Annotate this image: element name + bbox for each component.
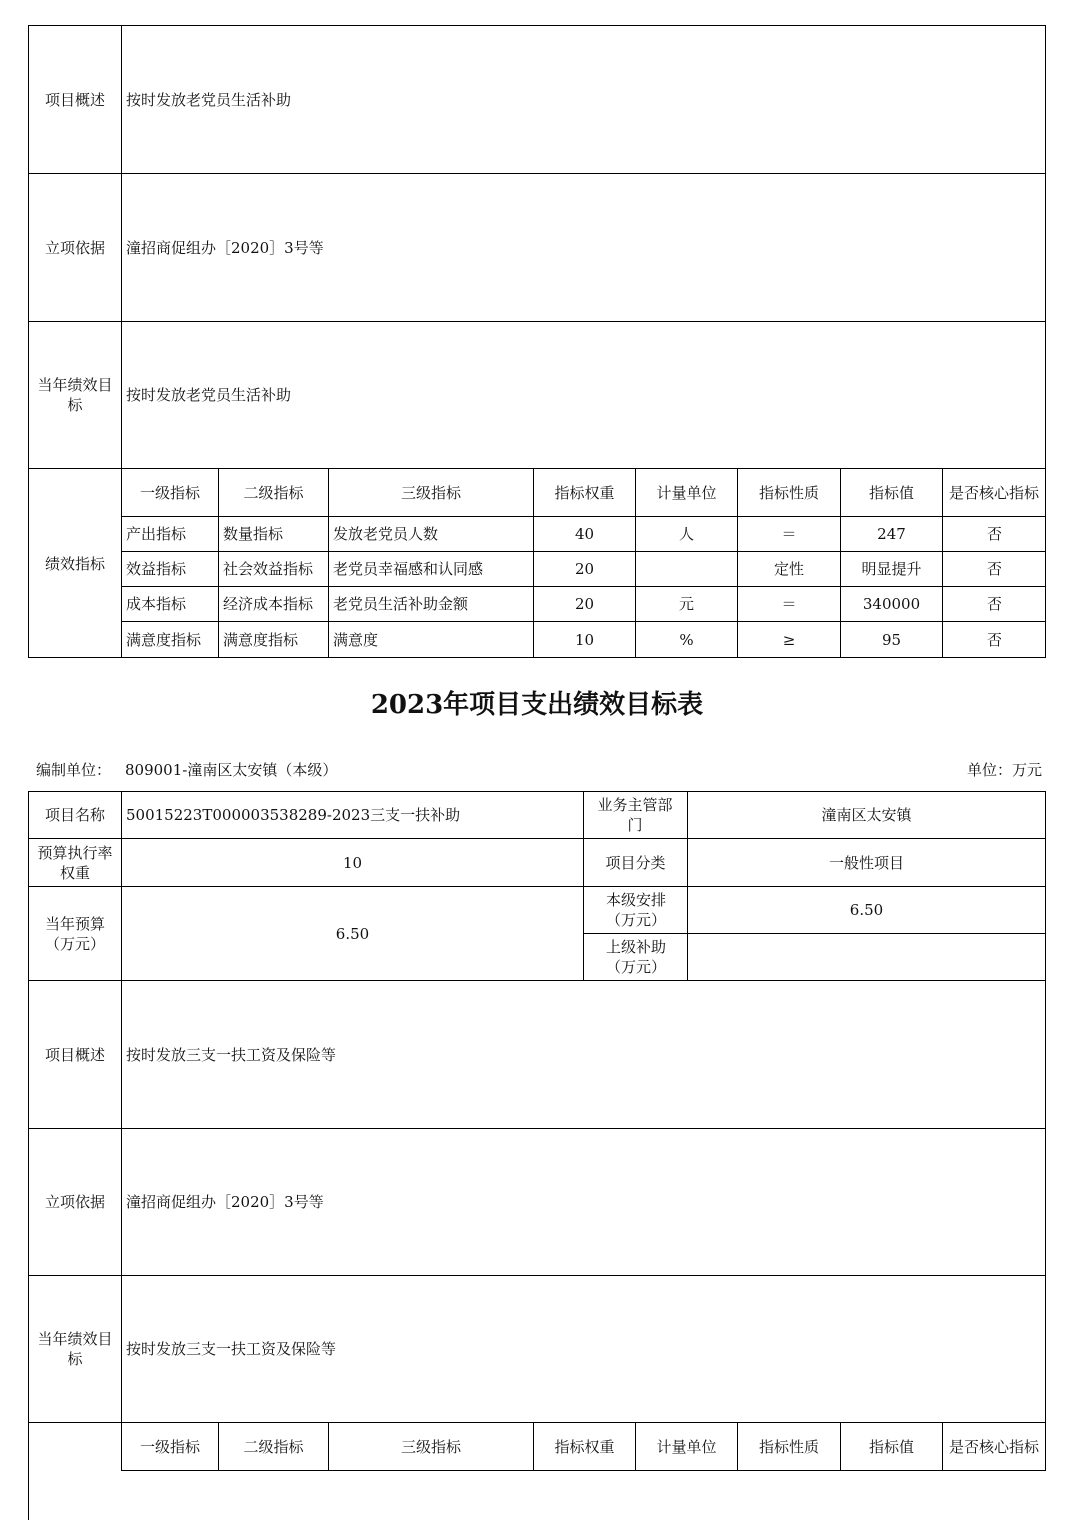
- row-value: 247: [877, 525, 906, 543]
- upper-subsidy-label: 上级补助（万元）: [605, 938, 666, 976]
- exec-weight-value: 10: [342, 853, 363, 872]
- row-level1: 产出指标: [126, 525, 187, 543]
- upper-subsidy-value: [688, 934, 1045, 980]
- header-level3: 三级指标: [400, 483, 461, 502]
- page-title: 2023年项目支出绩效目标表: [370, 690, 704, 720]
- basis-label: 立项依据: [44, 238, 105, 257]
- row-nature: ＝: [781, 525, 797, 543]
- project-name-label: 项目名称: [44, 806, 105, 824]
- row-weight: 20: [574, 595, 595, 613]
- overview-value: 按时发放老党员生活补助: [126, 90, 292, 109]
- project-name-value: 50015223T000003538289-2023三支一扶补助: [126, 806, 461, 824]
- header-weight: 指标权重: [554, 483, 615, 502]
- row-nature: 定性: [773, 560, 804, 578]
- header-unit: 计量单位: [656, 483, 717, 502]
- header-core: 是否核心指标: [948, 1437, 1039, 1456]
- overview-value: 按时发放三支一扶工资及保险等: [126, 1045, 337, 1064]
- header-core: 是否核心指标: [948, 483, 1039, 502]
- budget-label: 当年预算（万元）: [44, 914, 105, 953]
- row-weight: 40: [574, 525, 595, 543]
- goal-value: 按时发放三支一扶工资及保险等: [126, 1340, 337, 1358]
- goal-label: 当年绩效目标: [37, 376, 113, 414]
- budget-value: 6.50: [335, 924, 370, 943]
- header-nature: 指标性质: [758, 1437, 819, 1456]
- basis-value: 潼招商促组办［2020］3号等: [126, 238, 324, 257]
- row-level3: 发放老党员人数: [333, 525, 439, 543]
- goal-label: 当年绩效目标: [37, 1330, 113, 1368]
- row-level1: 效益指标: [126, 560, 187, 578]
- overview-label: 项目概述: [44, 90, 105, 109]
- goal-value: 按时发放老党员生活补助: [126, 386, 292, 404]
- row-level2: 经济成本指标: [223, 595, 314, 613]
- basis-value: 潼招商促组办［2020］3号等: [126, 1193, 324, 1211]
- header-value: 指标值: [868, 1437, 914, 1456]
- row-unit: %: [679, 631, 694, 649]
- header-level1: 一级指标: [139, 1437, 200, 1456]
- org-label: 编制单位：: [36, 761, 112, 779]
- row-nature: ≥: [782, 631, 796, 649]
- category-label: 项目分类: [605, 853, 666, 872]
- overview-label: 项目概述: [44, 1045, 105, 1064]
- row-unit: 元: [678, 595, 694, 613]
- row-level2: 数量指标: [223, 525, 284, 543]
- row-core: 否: [986, 525, 1002, 543]
- row-unit: 人: [678, 525, 694, 543]
- header-unit: 计量单位: [656, 1437, 717, 1456]
- dept-label: 业务主管部门: [597, 796, 673, 834]
- dept-value: 潼南区太安镇: [821, 806, 912, 824]
- row-level1: 成本指标: [126, 595, 187, 613]
- header-level2: 二级指标: [243, 483, 304, 502]
- row-value: 明显提升: [861, 560, 922, 578]
- local-arrangement-value: 6.50: [849, 901, 884, 919]
- perf-indicator-label: 绩效指标: [44, 554, 105, 573]
- exec-weight-label: 预算执行率权重: [37, 843, 113, 882]
- header-value: 指标值: [868, 483, 914, 502]
- header-level3: 三级指标: [400, 1437, 461, 1456]
- category-value: 一般性项目: [828, 853, 904, 872]
- row-value: 340000: [862, 595, 921, 613]
- org-value: 809001-潼南区太安镇（本级）: [125, 761, 338, 779]
- row-level3: 满意度: [333, 631, 379, 649]
- row-level3: 老党员生活补助金额: [333, 595, 469, 613]
- header-weight: 指标权重: [554, 1437, 615, 1456]
- row-unit: [636, 552, 737, 586]
- row-level1: 满意度指标: [126, 631, 202, 649]
- row-level2: 社会效益指标: [223, 560, 314, 578]
- row-level3: 老党员幸福感和认同感: [333, 560, 484, 578]
- header-level2: 二级指标: [243, 1437, 304, 1456]
- row-core: 否: [986, 595, 1002, 613]
- row-weight: 20: [574, 560, 595, 578]
- header-nature: 指标性质: [758, 483, 819, 502]
- row-core: 否: [986, 631, 1002, 649]
- header-level1: 一级指标: [139, 483, 200, 502]
- row-weight: 10: [574, 631, 595, 649]
- basis-label: 立项依据: [44, 1193, 105, 1211]
- row-core: 否: [986, 560, 1002, 578]
- row-level2: 满意度指标: [223, 631, 299, 649]
- local-arrangement-label: 本级安排（万元）: [605, 891, 666, 929]
- row-value: 95: [881, 631, 902, 649]
- row-nature: ＝: [781, 595, 797, 613]
- currency-unit: 单位：万元: [966, 761, 1042, 779]
